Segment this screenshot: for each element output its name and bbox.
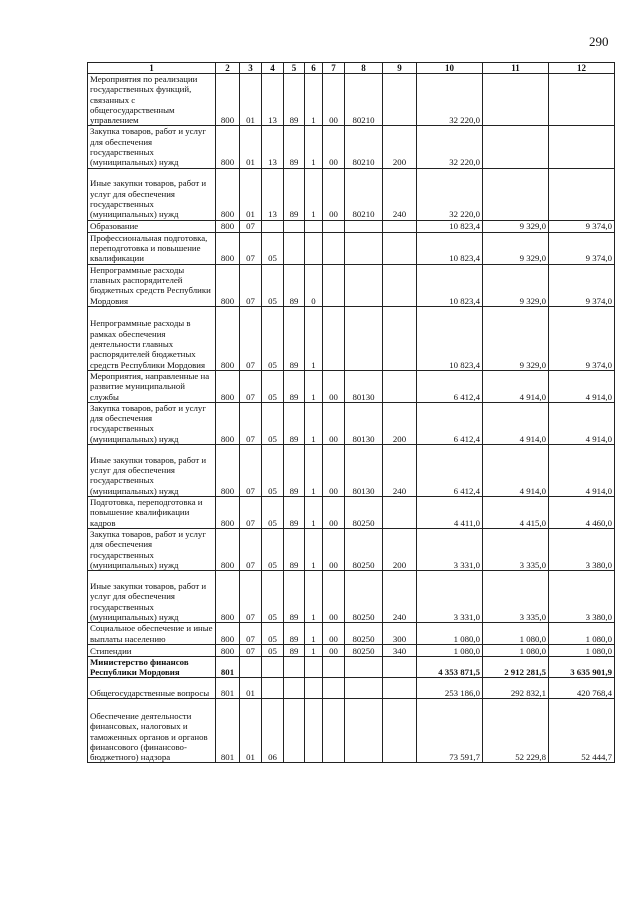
cell-subprogram: 89: [284, 168, 305, 220]
cell-section: 800: [216, 644, 240, 656]
cell-name: Мероприятия, направленные на развитие муниципальной службы: [88, 370, 216, 402]
table-row: [88, 306, 615, 370]
cell-section: 800: [216, 126, 240, 168]
cell-name: Иные закупки товаров, работ и услуг для обеспечения государственных (муниципальных) нужд: [88, 571, 216, 623]
column-header-2: 2: [216, 63, 240, 74]
cell-section: 800: [216, 445, 240, 497]
cell-program: 05: [262, 264, 284, 306]
cell-program: 05: [262, 571, 284, 623]
cell-amount-year1: 73 591,7: [417, 699, 483, 763]
cell-amount-year2: 4 914,0: [483, 370, 549, 402]
cell-amount-year3: 9 374,0: [549, 306, 615, 370]
cell-subsection: 07: [240, 497, 262, 529]
cell-subsection: 01: [240, 699, 262, 763]
cell-section: 800: [216, 402, 240, 444]
cell-subprogram: 89: [284, 402, 305, 444]
cell-direction-a: 1: [305, 497, 323, 529]
table-row: [88, 529, 615, 571]
cell-name: Министерство финансов Республики Мордовия: [88, 656, 216, 678]
header-row: [88, 63, 615, 74]
cell-name: Обеспечение деятельности финансовых, налоговых и таможенных органов и органов финансового (финансово-бюджетного) надзора: [88, 699, 216, 763]
cell-subprogram: 89: [284, 445, 305, 497]
cell-program: 05: [262, 232, 284, 264]
cell-amount-year1: 3 331,0: [417, 571, 483, 623]
cell-name: Профессиональная подготовка, переподготовка и повышение квалификации: [88, 232, 216, 264]
column-header-7: 7: [323, 63, 345, 74]
cell-expense-type: 200: [383, 529, 417, 571]
cell-program: 06: [262, 699, 284, 763]
cell-direction-a: 1: [305, 306, 323, 370]
cell-amount-year3: 1 080,0: [549, 623, 615, 645]
column-header-1: 1: [88, 63, 216, 74]
cell-direction-c: 80130: [345, 402, 383, 444]
cell-direction-b: 00: [323, 402, 345, 444]
cell-subprogram: 89: [284, 529, 305, 571]
cell-expense-type: [383, 264, 417, 306]
cell-direction-b: [323, 678, 345, 699]
cell-amount-year1: 1 080,0: [417, 623, 483, 645]
cell-amount-year2: 3 335,0: [483, 529, 549, 571]
cell-section: 801: [216, 699, 240, 763]
cell-expense-type: 240: [383, 571, 417, 623]
cell-direction-c: 80250: [345, 623, 383, 645]
cell-amount-year2: [483, 168, 549, 220]
cell-subsection: 01: [240, 74, 262, 126]
cell-direction-c: 80250: [345, 497, 383, 529]
budget-table: [87, 62, 615, 763]
cell-direction-a: 1: [305, 445, 323, 497]
cell-amount-year3: 9 374,0: [549, 220, 615, 232]
cell-program: [262, 656, 284, 678]
column-header-3: 3: [240, 63, 262, 74]
cell-expense-type: [383, 220, 417, 232]
cell-subsection: 07: [240, 571, 262, 623]
cell-direction-a: 1: [305, 571, 323, 623]
column-header-5: 5: [284, 63, 305, 74]
cell-subprogram: 89: [284, 370, 305, 402]
cell-expense-type: [383, 370, 417, 402]
cell-direction-b: 00: [323, 571, 345, 623]
cell-direction-b: 00: [323, 168, 345, 220]
cell-direction-b: [323, 264, 345, 306]
cell-program: 13: [262, 126, 284, 168]
cell-expense-type: 300: [383, 623, 417, 645]
cell-amount-year1: 32 220,0: [417, 74, 483, 126]
cell-subsection: 07: [240, 220, 262, 232]
cell-amount-year2: 9 329,0: [483, 232, 549, 264]
cell-name: Иные закупки товаров, работ и услуг для обеспечения государственных (муниципальных) нужд: [88, 168, 216, 220]
cell-amount-year2: 1 080,0: [483, 644, 549, 656]
cell-subsection: 07: [240, 306, 262, 370]
table-row: [88, 220, 615, 232]
cell-direction-b: 00: [323, 370, 345, 402]
cell-expense-type: [383, 656, 417, 678]
cell-direction-a: 1: [305, 168, 323, 220]
cell-direction-a: [305, 656, 323, 678]
cell-direction-a: 1: [305, 644, 323, 656]
cell-amount-year3: [549, 126, 615, 168]
cell-amount-year3: 9 374,0: [549, 264, 615, 306]
cell-direction-c: 80250: [345, 571, 383, 623]
cell-direction-b: 00: [323, 445, 345, 497]
table-row: [88, 74, 615, 126]
column-header-11: 11: [483, 63, 549, 74]
cell-subprogram: [284, 220, 305, 232]
cell-amount-year1: 10 823,4: [417, 232, 483, 264]
cell-amount-year1: 6 412,4: [417, 445, 483, 497]
cell-amount-year3: 420 768,4: [549, 678, 615, 699]
cell-section: 801: [216, 656, 240, 678]
cell-amount-year2: 4 415,0: [483, 497, 549, 529]
cell-amount-year1: 32 220,0: [417, 168, 483, 220]
cell-amount-year2: 9 329,0: [483, 306, 549, 370]
cell-subprogram: 89: [284, 306, 305, 370]
cell-section: 800: [216, 571, 240, 623]
cell-expense-type: [383, 74, 417, 126]
cell-amount-year2: 52 229,8: [483, 699, 549, 763]
cell-amount-year1: 4 411,0: [417, 497, 483, 529]
cell-name: Подготовка, переподготовка и повышение квалификации кадров: [88, 497, 216, 529]
cell-amount-year2: 2 912 281,5: [483, 656, 549, 678]
table-row: [88, 678, 615, 699]
table-row: [88, 168, 615, 220]
cell-amount-year3: 4 914,0: [549, 445, 615, 497]
cell-subprogram: 89: [284, 644, 305, 656]
table-row: [88, 126, 615, 168]
cell-direction-c: 80210: [345, 126, 383, 168]
cell-program: 05: [262, 623, 284, 645]
cell-amount-year1: 10 823,4: [417, 306, 483, 370]
cell-section: 800: [216, 74, 240, 126]
cell-subsection: 01: [240, 168, 262, 220]
cell-program: 05: [262, 497, 284, 529]
cell-section: 800: [216, 623, 240, 645]
table-row: [88, 656, 615, 678]
cell-amount-year2: [483, 126, 549, 168]
cell-amount-year3: 3 380,0: [549, 571, 615, 623]
cell-expense-type: [383, 232, 417, 264]
table-row: [88, 623, 615, 645]
cell-direction-a: 1: [305, 623, 323, 645]
cell-subsection: 07: [240, 370, 262, 402]
cell-direction-b: 00: [323, 74, 345, 126]
cell-amount-year1: 4 353 871,5: [417, 656, 483, 678]
cell-direction-a: [305, 699, 323, 763]
cell-subprogram: 89: [284, 74, 305, 126]
cell-subsection: 07: [240, 623, 262, 645]
cell-expense-type: 240: [383, 168, 417, 220]
cell-name: Закупка товаров, работ и услуг для обеспечения государственных (муниципальных) нужд: [88, 529, 216, 571]
cell-direction-b: 00: [323, 623, 345, 645]
cell-direction-b: 00: [323, 497, 345, 529]
cell-subsection: 01: [240, 126, 262, 168]
cell-expense-type: 200: [383, 126, 417, 168]
cell-amount-year1: 6 412,4: [417, 370, 483, 402]
cell-direction-a: 1: [305, 126, 323, 168]
cell-expense-type: 200: [383, 402, 417, 444]
cell-program: 13: [262, 168, 284, 220]
table-row: [88, 571, 615, 623]
cell-program: [262, 220, 284, 232]
cell-name: Закупка товаров, работ и услуг для обеспечения государственных (муниципальных) нужд: [88, 402, 216, 444]
cell-subprogram: 89: [284, 571, 305, 623]
cell-name: Общегосударственные вопросы: [88, 678, 216, 699]
cell-amount-year1: 1 080,0: [417, 644, 483, 656]
cell-amount-year2: 9 329,0: [483, 264, 549, 306]
cell-direction-b: 00: [323, 126, 345, 168]
cell-direction-c: 80130: [345, 445, 383, 497]
cell-direction-a: [305, 232, 323, 264]
cell-subsection: 07: [240, 232, 262, 264]
cell-direction-b: 00: [323, 644, 345, 656]
cell-expense-type: [383, 306, 417, 370]
cell-direction-b: [323, 220, 345, 232]
cell-direction-c: [345, 264, 383, 306]
cell-direction-c: 80210: [345, 74, 383, 126]
cell-name: Социальное обеспечение и иные выплаты населению: [88, 623, 216, 645]
cell-name: Иные закупки товаров, работ и услуг для обеспечения государственных (муниципальных) нужд: [88, 445, 216, 497]
cell-program: 05: [262, 370, 284, 402]
cell-expense-type: 340: [383, 644, 417, 656]
cell-direction-c: 80210: [345, 168, 383, 220]
column-header-9: 9: [383, 63, 417, 74]
cell-direction-a: 1: [305, 402, 323, 444]
cell-amount-year3: 3 380,0: [549, 529, 615, 571]
table-row: [88, 402, 615, 444]
cell-direction-a: 0: [305, 264, 323, 306]
cell-program: 05: [262, 529, 284, 571]
cell-program: 05: [262, 644, 284, 656]
column-header-10: 10: [417, 63, 483, 74]
cell-direction-c: 80250: [345, 529, 383, 571]
cell-program: 13: [262, 74, 284, 126]
cell-subprogram: 89: [284, 264, 305, 306]
cell-amount-year2: 4 914,0: [483, 445, 549, 497]
cell-amount-year2: 3 335,0: [483, 571, 549, 623]
cell-subprogram: 89: [284, 126, 305, 168]
cell-direction-c: [345, 699, 383, 763]
cell-program: 05: [262, 306, 284, 370]
cell-section: 800: [216, 232, 240, 264]
cell-subsection: [240, 656, 262, 678]
cell-section: 801: [216, 678, 240, 699]
cell-subprogram: [284, 232, 305, 264]
cell-amount-year3: 4 914,0: [549, 370, 615, 402]
cell-amount-year1: 10 823,4: [417, 220, 483, 232]
column-header-4: 4: [262, 63, 284, 74]
cell-name: Закупка товаров, работ и услуг для обеспечения государственных (муниципальных) нужд: [88, 126, 216, 168]
table-row: [88, 264, 615, 306]
cell-amount-year1: 3 331,0: [417, 529, 483, 571]
cell-program: 05: [262, 402, 284, 444]
cell-section: 800: [216, 306, 240, 370]
cell-amount-year2: 4 914,0: [483, 402, 549, 444]
column-header-12: 12: [549, 63, 615, 74]
column-header-8: 8: [345, 63, 383, 74]
cell-direction-b: [323, 699, 345, 763]
table-row: [88, 699, 615, 763]
cell-direction-c: [345, 306, 383, 370]
cell-amount-year2: 9 329,0: [483, 220, 549, 232]
cell-subsection: 07: [240, 644, 262, 656]
cell-section: 800: [216, 370, 240, 402]
table-row: [88, 370, 615, 402]
cell-subprogram: [284, 656, 305, 678]
cell-name: Стипендии: [88, 644, 216, 656]
cell-section: 800: [216, 168, 240, 220]
cell-direction-a: [305, 220, 323, 232]
cell-direction-b: [323, 306, 345, 370]
cell-direction-c: [345, 656, 383, 678]
cell-amount-year1: 10 823,4: [417, 264, 483, 306]
cell-amount-year1: 6 412,4: [417, 402, 483, 444]
cell-direction-a: 1: [305, 370, 323, 402]
column-header-6: 6: [305, 63, 323, 74]
cell-program: 05: [262, 445, 284, 497]
cell-subsection: 07: [240, 445, 262, 497]
cell-direction-c: 80130: [345, 370, 383, 402]
cell-amount-year2: [483, 74, 549, 126]
cell-name: Мероприятия по реализации государственных функций, связанных с общегосударственным управлением: [88, 74, 216, 126]
table-row: [88, 644, 615, 656]
table-body: [88, 74, 615, 763]
cell-direction-b: 00: [323, 529, 345, 571]
cell-subsection: 07: [240, 402, 262, 444]
cell-direction-c: [345, 232, 383, 264]
cell-name: Непрограммные расходы в рамках обеспечения деятельности главных распорядителей бюджетных средств Республики Мордовия: [88, 306, 216, 370]
cell-expense-type: 240: [383, 445, 417, 497]
cell-direction-a: 1: [305, 529, 323, 571]
cell-name: Образование: [88, 220, 216, 232]
cell-subprogram: [284, 699, 305, 763]
cell-expense-type: [383, 699, 417, 763]
cell-section: 800: [216, 529, 240, 571]
cell-amount-year3: 4 460,0: [549, 497, 615, 529]
cell-direction-a: 1: [305, 74, 323, 126]
cell-direction-c: 80250: [345, 644, 383, 656]
cell-direction-b: [323, 232, 345, 264]
cell-expense-type: [383, 678, 417, 699]
table-row: [88, 445, 615, 497]
cell-direction-c: [345, 220, 383, 232]
cell-amount-year1: 253 186,0: [417, 678, 483, 699]
cell-subprogram: [284, 678, 305, 699]
cell-program: [262, 678, 284, 699]
cell-amount-year3: 4 914,0: [549, 402, 615, 444]
cell-subsection: 07: [240, 264, 262, 306]
cell-direction-b: [323, 656, 345, 678]
page-number: 290: [589, 34, 609, 49]
cell-expense-type: [383, 497, 417, 529]
cell-section: 800: [216, 220, 240, 232]
cell-amount-year3: [549, 168, 615, 220]
cell-amount-year2: 1 080,0: [483, 623, 549, 645]
cell-subprogram: 89: [284, 497, 305, 529]
cell-subprogram: 89: [284, 623, 305, 645]
cell-section: 800: [216, 497, 240, 529]
cell-amount-year3: [549, 74, 615, 126]
cell-subsection: 01: [240, 678, 262, 699]
cell-amount-year1: 32 220,0: [417, 126, 483, 168]
cell-amount-year3: 1 080,0: [549, 644, 615, 656]
cell-amount-year3: 9 374,0: [549, 232, 615, 264]
cell-amount-year2: 292 832,1: [483, 678, 549, 699]
cell-section: 800: [216, 264, 240, 306]
table-row: [88, 497, 615, 529]
cell-direction-c: [345, 678, 383, 699]
cell-amount-year3: 3 635 901,9: [549, 656, 615, 678]
cell-subsection: 07: [240, 529, 262, 571]
cell-name: Непрограммные расходы главных распорядителей бюджетных средств Республики Мордовия: [88, 264, 216, 306]
table-row: [88, 232, 615, 264]
cell-amount-year3: 52 444,7: [549, 699, 615, 763]
cell-direction-a: [305, 678, 323, 699]
